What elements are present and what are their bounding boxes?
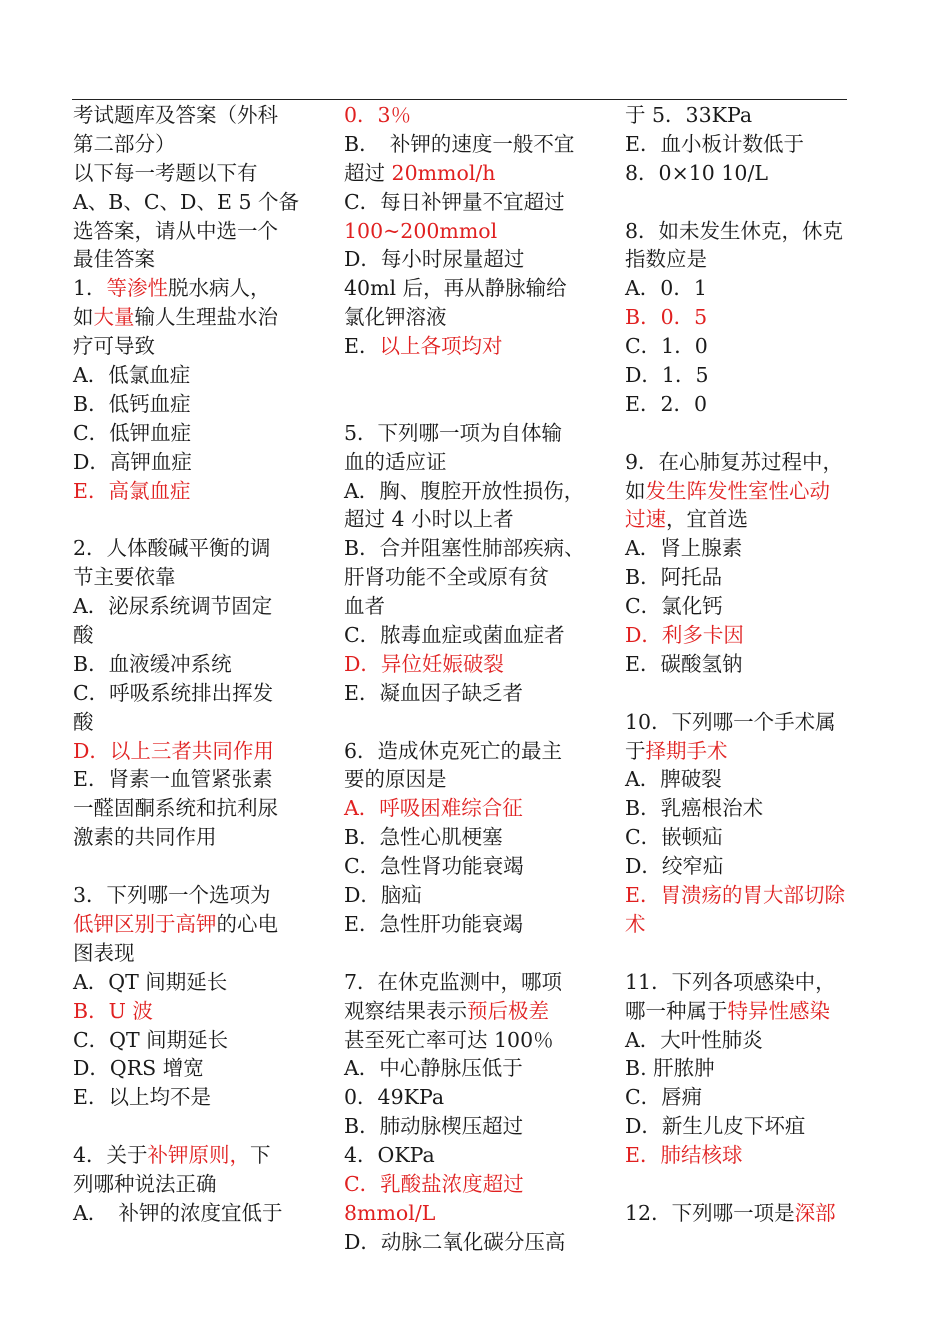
answer-highlight: 等渗性 (106, 276, 169, 301)
text-line (625, 188, 875, 217)
text-line (73, 505, 323, 534)
text-line (344, 477, 594, 506)
answer-highlight: E．胃溃疡的胃大部切除 (625, 883, 845, 908)
text-line (73, 910, 323, 939)
text-line (344, 188, 594, 217)
text-line (344, 274, 594, 303)
text-segment: 7．在休克监测中，哪项 (344, 969, 563, 994)
text-segment: 6．造成休克死亡的最主 (344, 738, 563, 763)
text-segment: C．急性肾功能衰竭 (344, 854, 524, 879)
text-segment: C．1．0 (625, 334, 708, 359)
text-line (73, 968, 323, 997)
text-line (625, 592, 875, 621)
text-line (625, 419, 875, 448)
text-line (73, 159, 323, 188)
text-line (344, 1083, 594, 1112)
text-segment: C．低钾血症 (73, 420, 192, 445)
text-segment: 2．人体酸碱平衡的调 (73, 536, 271, 561)
text-line (625, 650, 875, 679)
text-segment: C．唇痈 (625, 1085, 703, 1110)
text-line (625, 621, 875, 650)
text-segment: 8．0×10 10/L (625, 160, 768, 185)
text-segment: 观察结果表示 (344, 998, 467, 1023)
answer-highlight: E．肺结核球 (625, 1143, 743, 1168)
text-segment: E．肾素一血管紧张素 (73, 767, 273, 792)
text-segment: B．血液缓冲系统 (73, 651, 232, 676)
text-segment: C．脓毒血症或菌血症者 (344, 623, 565, 648)
text-line (625, 823, 875, 852)
text-line (344, 419, 594, 448)
text-line (344, 621, 594, 650)
text-segment: 40ml 后，再从静脉输给 (344, 276, 567, 301)
text-line (73, 679, 323, 708)
text-line (73, 621, 323, 650)
text-line (344, 679, 594, 708)
text-segment: E．急性肝功能衰竭 (344, 911, 523, 936)
text-segment: 图表现 (73, 940, 135, 965)
answer-highlight: 8mmol/L (344, 1200, 436, 1225)
text-segment: B．合并阻塞性肺部疾病、 (344, 536, 585, 561)
text-line (625, 361, 875, 390)
answer-highlight: C．乳酸盐浓度超过 (344, 1171, 524, 1196)
text-segment: B．急性心肌梗塞 (344, 825, 503, 850)
text-line (73, 217, 323, 246)
answer-highlight: 预后极差 (467, 998, 549, 1023)
text-line (73, 101, 323, 130)
answer-highlight: 低钾区别于高钾 (73, 911, 217, 936)
text-segment: A． 补钾的浓度宜低于 (73, 1200, 283, 1225)
text-line (625, 448, 875, 477)
text-line (625, 794, 875, 823)
answer-highlight: D．异位妊娠破裂 (344, 651, 504, 676)
text-line (344, 390, 594, 419)
text-column-2 (344, 101, 594, 1257)
text-segment: 最佳答案 (73, 247, 155, 272)
text-segment: A．肾上腺素 (625, 536, 743, 561)
text-line (625, 852, 875, 881)
text-line (344, 563, 594, 592)
text-line (344, 303, 594, 332)
text-segment: 10．下列哪一个手术属 (625, 709, 836, 734)
text-line (73, 563, 323, 592)
text-segment: A．中心静脉压低于 (344, 1056, 523, 1081)
text-segment: 指数应是 (625, 247, 707, 272)
text-segment: 酸 (73, 709, 94, 734)
answer-highlight: D．利多卡因 (625, 623, 744, 648)
text-line (344, 592, 594, 621)
text-line (344, 332, 594, 361)
text-line (73, 1083, 323, 1112)
text-segment: 3．下列哪一个选项为 (73, 883, 271, 908)
text-line (344, 130, 594, 159)
text-line (344, 361, 594, 390)
text-line (73, 592, 323, 621)
text-line (625, 332, 875, 361)
text-segment: B．乳癌根治术 (625, 796, 764, 821)
text-segment: 8．如未发生休克，休克 (625, 218, 844, 243)
text-line (344, 448, 594, 477)
header-rule (72, 99, 847, 100)
text-line (625, 968, 875, 997)
text-segment: 4．关于 (73, 1143, 148, 1168)
text-segment: 4．OKPa (344, 1143, 435, 1168)
text-segment: 列哪种说法正确 (73, 1171, 217, 1196)
text-line (625, 679, 875, 708)
text-line (73, 1141, 323, 1170)
text-segment: C．呼吸系统排出挥发 (73, 680, 274, 705)
text-line (73, 303, 323, 332)
text-line (625, 1054, 875, 1083)
text-line (344, 823, 594, 852)
text-line (625, 708, 875, 737)
text-line (625, 534, 875, 563)
text-segment: 12．下列哪一项是 (625, 1200, 795, 1225)
answer-highlight: 大量 (93, 305, 135, 330)
text-segment: C．QT 间期延长 (73, 1027, 229, 1052)
text-line (625, 939, 875, 968)
text-segment: E． (344, 334, 380, 359)
text-line (73, 534, 323, 563)
text-line (73, 708, 323, 737)
text-segment: A．脾破裂 (625, 767, 722, 792)
text-segment: A．QT 间期延长 (73, 969, 228, 994)
text-segment: 疗可导致 (73, 334, 155, 359)
text-line (625, 303, 875, 332)
text-segment: 要的原因是 (344, 767, 447, 792)
text-line (73, 390, 323, 419)
text-line (344, 708, 594, 737)
text-column-3 (625, 101, 875, 1228)
answer-highlight: 20mmol/h (391, 160, 496, 185)
text-line (625, 1083, 875, 1112)
text-segment: 0．49KPa (344, 1085, 445, 1110)
text-segment: A、B、C、D、E 5 个备 (73, 189, 300, 214)
answer-highlight: B．0．5 (625, 305, 708, 330)
text-segment: C．氯化钙 (625, 594, 723, 619)
text-segment: 输人生理盐水治 (134, 305, 278, 330)
text-segment: 酸 (73, 623, 94, 648)
text-segment: E．以上均不是 (73, 1085, 211, 1110)
text-segment: 脱水病人， (168, 276, 271, 301)
text-line (73, 1199, 323, 1228)
text-line (344, 534, 594, 563)
text-line (73, 361, 323, 390)
text-segment: A．低氯血症 (73, 363, 191, 388)
text-segment: 选答案，请从中选一个 (73, 218, 278, 243)
answer-highlight: D．以上三者共同作用 (73, 738, 274, 763)
text-segment: D．脑疝 (344, 883, 422, 908)
text-segment: B．肺动脉楔压超过 (344, 1114, 524, 1139)
text-line (73, 448, 323, 477)
text-line (73, 477, 323, 506)
text-line (344, 217, 594, 246)
answer-highlight: A．呼吸困难综合征 (344, 796, 523, 821)
text-line (344, 505, 594, 534)
answer-highlight: E．高氯血症 (73, 478, 191, 503)
text-line (344, 1054, 594, 1083)
text-segment: B．阿托品 (625, 565, 723, 590)
text-segment: D．动脉二氧化碳分压高 (344, 1229, 566, 1254)
text-line (344, 881, 594, 910)
text-segment: 下 (250, 1143, 271, 1168)
text-segment: 9．在心肺复苏过程中， (625, 449, 844, 474)
text-line (344, 910, 594, 939)
text-segment: E．凝血因子缺乏者 (344, 680, 523, 705)
text-line (344, 737, 594, 766)
answer-highlight: 特异性感染 (727, 998, 830, 1023)
answer-highlight: 术 (625, 911, 646, 936)
answer-highlight: 深部 (794, 1200, 836, 1225)
text-line (625, 765, 875, 794)
text-line (344, 159, 594, 188)
text-line (344, 1199, 594, 1228)
text-line (625, 159, 875, 188)
text-line (73, 765, 323, 794)
text-line (625, 1170, 875, 1199)
text-segment: 超过 (344, 160, 392, 185)
text-segment: D．每小时尿量超过 (344, 247, 525, 272)
text-segment: 5．下列哪一项为自体输 (344, 420, 563, 445)
text-segment: C．每日补钾量不宜超过 (344, 189, 565, 214)
text-line (73, 852, 323, 881)
text-line (625, 563, 875, 592)
text-line (625, 217, 875, 246)
text-line (625, 477, 875, 506)
text-segment: E．碳酸氢钠 (625, 651, 743, 676)
text-segment: 肝肾功能不全或原有贫 (344, 565, 549, 590)
text-line (73, 794, 323, 823)
text-line (73, 274, 323, 303)
answer-highlight: 补钾原则， (147, 1143, 251, 1168)
text-line (344, 1228, 594, 1257)
text-line (625, 130, 875, 159)
answer-highlight: 100~200mmol (344, 218, 498, 243)
text-segment: D．高钾血症 (73, 449, 192, 474)
text-segment: 于 (625, 738, 646, 763)
text-segment: E．血小板计数低于 (625, 131, 804, 156)
text-segment: 血的适应证 (344, 449, 447, 474)
text-segment: 第二部分） (73, 131, 176, 156)
text-line (344, 997, 594, 1026)
text-line (625, 881, 875, 910)
text-line (625, 274, 875, 303)
text-line (73, 650, 323, 679)
text-column-1 (73, 101, 323, 1228)
text-line (344, 245, 594, 274)
text-line (73, 245, 323, 274)
text-segment: B．低钙血症 (73, 391, 191, 416)
text-line (73, 939, 323, 968)
text-line (625, 505, 875, 534)
text-segment: 超过 4 小时以上者 (344, 507, 514, 532)
text-line (625, 737, 875, 766)
text-segment: 氯化钾溶液 (344, 305, 447, 330)
text-line (344, 1112, 594, 1141)
answer-highlight: 过速 (625, 507, 666, 532)
text-line (73, 1112, 323, 1141)
answer-highlight: 以上各项均对 (379, 334, 503, 359)
text-segment: B． 补钾的速度一般不宜 (344, 131, 575, 156)
text-segment: A．泌尿系统调节固定 (73, 594, 273, 619)
text-segment: ，宜首选 (666, 507, 748, 532)
text-line (625, 1026, 875, 1055)
text-segment: 的心电 (216, 911, 278, 936)
text-line (625, 245, 875, 274)
text-segment: 如 (73, 305, 94, 330)
text-segment: 哪一种属于 (625, 998, 728, 1023)
text-segment: 以下每一考题以下有 (73, 160, 258, 185)
text-segment: D．绞窄疝 (625, 854, 724, 879)
text-line (344, 765, 594, 794)
text-line (625, 390, 875, 419)
text-segment: A．胸、腹腔开放性损伤， (344, 478, 585, 503)
answer-highlight: 发生阵发性室性心动 (645, 478, 830, 503)
text-line (625, 997, 875, 1026)
text-line (73, 997, 323, 1026)
text-line (73, 332, 323, 361)
text-segment: 甚至死亡率可达 100％ (344, 1027, 554, 1052)
text-line (344, 101, 594, 130)
text-line (344, 1170, 594, 1199)
text-line (344, 1026, 594, 1055)
text-segment: 如 (625, 478, 646, 503)
text-line (625, 1199, 875, 1228)
text-line (73, 737, 323, 766)
text-line (73, 130, 323, 159)
text-line (625, 101, 875, 130)
answer-highlight: 择期手术 (645, 738, 728, 763)
text-segment: D．QRS 增宽 (73, 1056, 204, 1081)
text-line (344, 1141, 594, 1170)
answer-highlight: B．U 波 (73, 998, 153, 1023)
text-line (73, 188, 323, 217)
text-segment: D．新生儿皮下坏疽 (625, 1114, 806, 1139)
text-line (344, 650, 594, 679)
text-segment: 考试题库及答案（外科 (73, 103, 278, 127)
text-line (73, 1026, 323, 1055)
text-segment: 1． (73, 276, 107, 301)
text-line (73, 1054, 323, 1083)
text-line (344, 939, 594, 968)
text-segment: 于 5．33KPa (625, 103, 753, 127)
text-segment: A．大叶性肺炎 (625, 1027, 763, 1052)
text-line (344, 794, 594, 823)
text-line (73, 881, 323, 910)
text-segment: 血者 (344, 594, 385, 619)
text-segment: 节主要依靠 (73, 565, 176, 590)
text-segment: A．0．1 (625, 276, 707, 301)
answer-highlight: 0．3％ (344, 103, 412, 127)
text-line (73, 823, 323, 852)
text-line (73, 419, 323, 448)
text-line (73, 1170, 323, 1199)
text-line (625, 1112, 875, 1141)
text-line (344, 852, 594, 881)
text-line (625, 910, 875, 939)
text-segment: B. 肝脓肿 (625, 1056, 715, 1081)
text-segment: C．嵌顿疝 (625, 825, 723, 850)
text-segment: 11．下列各项感染中， (625, 969, 836, 994)
text-line (625, 1141, 875, 1170)
text-segment: D．1．5 (625, 363, 709, 388)
text-line (344, 968, 594, 997)
text-segment: 激素的共同作用 (73, 825, 217, 850)
text-segment: 一醛固酮系统和抗利尿 (73, 796, 278, 821)
text-segment: E．2．0 (625, 391, 708, 416)
